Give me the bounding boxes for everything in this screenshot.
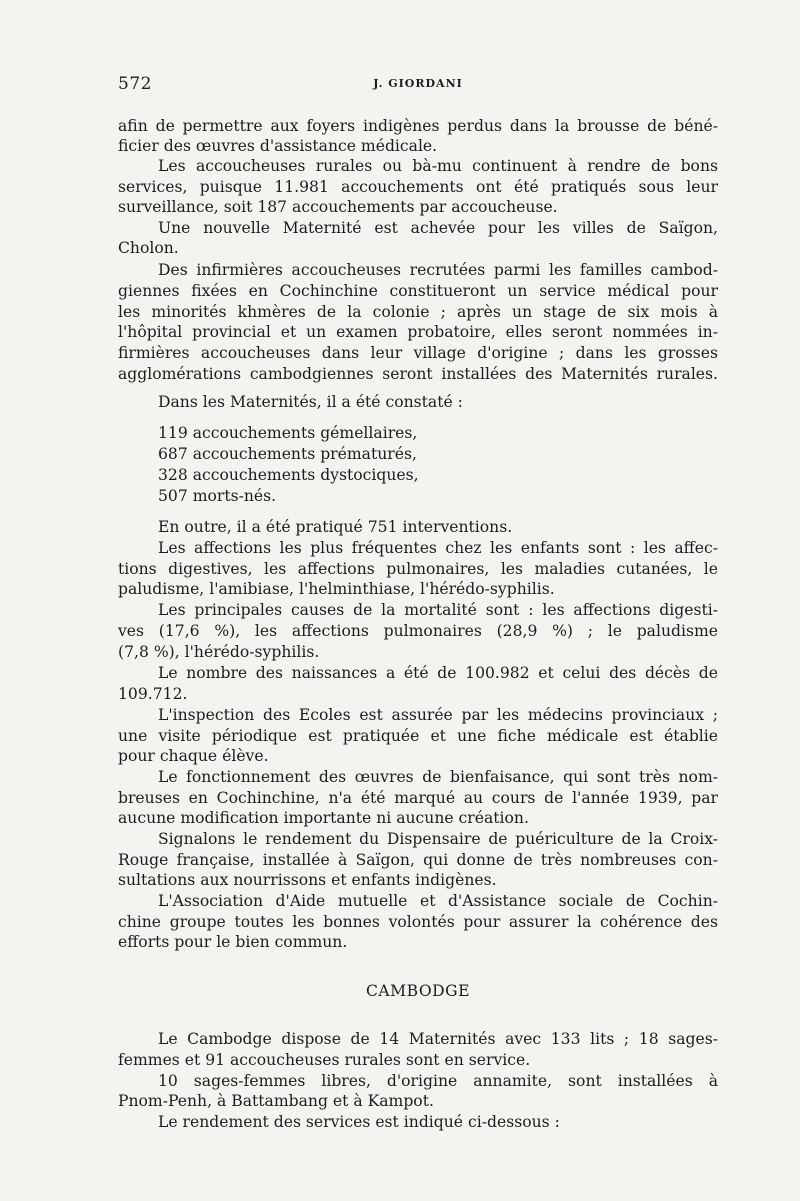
text-line: L'inspection des Ecoles est assurée par les médecins provinciaux ; — [158, 706, 718, 724]
text-line: afin de permettre aux foyers indigènes perdus dans la brousse de béné- — [118, 117, 718, 135]
text-line: sultations aux nourrissons et enfants indigènes. — [118, 871, 497, 889]
text-line: paludisme, l'amibiase, l'helminthiase, l'hérédo-syphilis. — [118, 580, 555, 598]
text-line: surveillance, soit 187 accouchements par accoucheuse. — [118, 198, 558, 216]
list-item: 328 accouchements dystociques, — [158, 466, 419, 484]
list-item: 687 accouchements prématurés, — [158, 445, 417, 463]
page-header — [118, 74, 718, 98]
text-line: Signalons le rendement du Dispensaire de puériculture de la Croix- — [158, 830, 718, 848]
text-line: Le nombre des naissances a été de 100.982 et celui des décès de — [158, 664, 718, 682]
text-line: En outre, il a été pratiqué 751 interventions. — [158, 518, 513, 536]
text-line: Le rendement des services est indiqué ci-dessous : — [158, 1113, 560, 1131]
text-line: (7,8 %), l'hérédo-syphilis. — [118, 643, 320, 661]
text-line: Une nouvelle Maternité est achevée pour les villes de Saïgon, — [158, 219, 718, 237]
text-line: 10 sages-femmes libres, d'origine annamite, sont installées à — [158, 1072, 718, 1090]
text-line: 109.712. — [118, 685, 188, 703]
text-line: ves (17,6 %), les affections pulmonaires (28,9 %) ; le paludisme — [118, 622, 718, 640]
text-line: L'Association d'Aide mutuelle et d'Assistance sociale de Cochin- — [158, 892, 718, 910]
list-item: 507 morts-nés. — [158, 487, 277, 505]
text-line: Rouge française, installée à Saïgon, qui donne de très nombreuses con- — [118, 851, 718, 869]
text-line: Les affections les plus fréquentes chez les enfants sont : les affec- — [158, 539, 718, 557]
text-line: giennes fixées en Cochinchine constitueront un service médical pour — [118, 282, 718, 300]
text-line: pour chaque élève. — [118, 747, 269, 765]
page-number: 572 — [118, 74, 152, 94]
text-line: breuses en Cochinchine, n'a été marqué au cours de l'année 1939, par — [118, 789, 718, 807]
section-heading: CAMBODGE — [365, 982, 471, 1000]
text-line: Pnom-Penh, à Battambang et à Kampot. — [118, 1092, 434, 1110]
text-line: ficier des œuvres d'assistance médicale. — [118, 137, 438, 155]
text-line: une visite périodique est pratiquée et une fiche médicale est établie — [118, 727, 718, 745]
text-line: Le fonctionnement des œuvres de bienfaisance, qui sont très nom- — [158, 768, 718, 786]
list-item: 119 accouchements gémellaires, — [158, 424, 418, 442]
running-head: J. GIORDANI — [373, 77, 463, 90]
text-line: firmières accoucheuses dans leur village d'origine ; dans les grosses — [118, 344, 718, 362]
text-line: femmes et 91 accoucheuses rurales sont en service. — [118, 1051, 531, 1069]
text-line: l'hôpital provincial et un examen probatoire, elles seront nommées in- — [118, 323, 718, 341]
text-line: tions digestives, les affections pulmonaires, les maladies cutanées, le — [118, 560, 718, 578]
text-line: chine groupe toutes les bonnes volontés pour assurer la cohérence des — [118, 913, 718, 931]
text-line: efforts pour le bien commun. — [118, 933, 348, 951]
text-line: Dans les Maternités, il a été constaté : — [158, 393, 463, 411]
text-line: Le Cambodge dispose de 14 Maternités avec 133 lits ; 18 sages- — [158, 1030, 718, 1048]
text-line: Des infirmières accoucheuses recrutées parmi les familles cambod- — [158, 261, 718, 279]
text-line: services, puisque 11.981 accouchements ont été pratiqués sous leur — [118, 178, 718, 196]
text-line: agglomérations cambodgiennes seront installées des Maternités rurales. — [118, 365, 718, 383]
text-line: aucune modification importante ni aucune création. — [118, 809, 529, 827]
text-line: Les accoucheuses rurales ou bà-mu continuent à rendre de bons — [158, 157, 718, 175]
text-line: les minorités khmères de la colonie ; après un stage de six mois à — [118, 303, 718, 321]
text-line: Cholon. — [118, 239, 179, 257]
text-line: Les principales causes de la mortalité sont : les affections digesti- — [158, 601, 718, 619]
